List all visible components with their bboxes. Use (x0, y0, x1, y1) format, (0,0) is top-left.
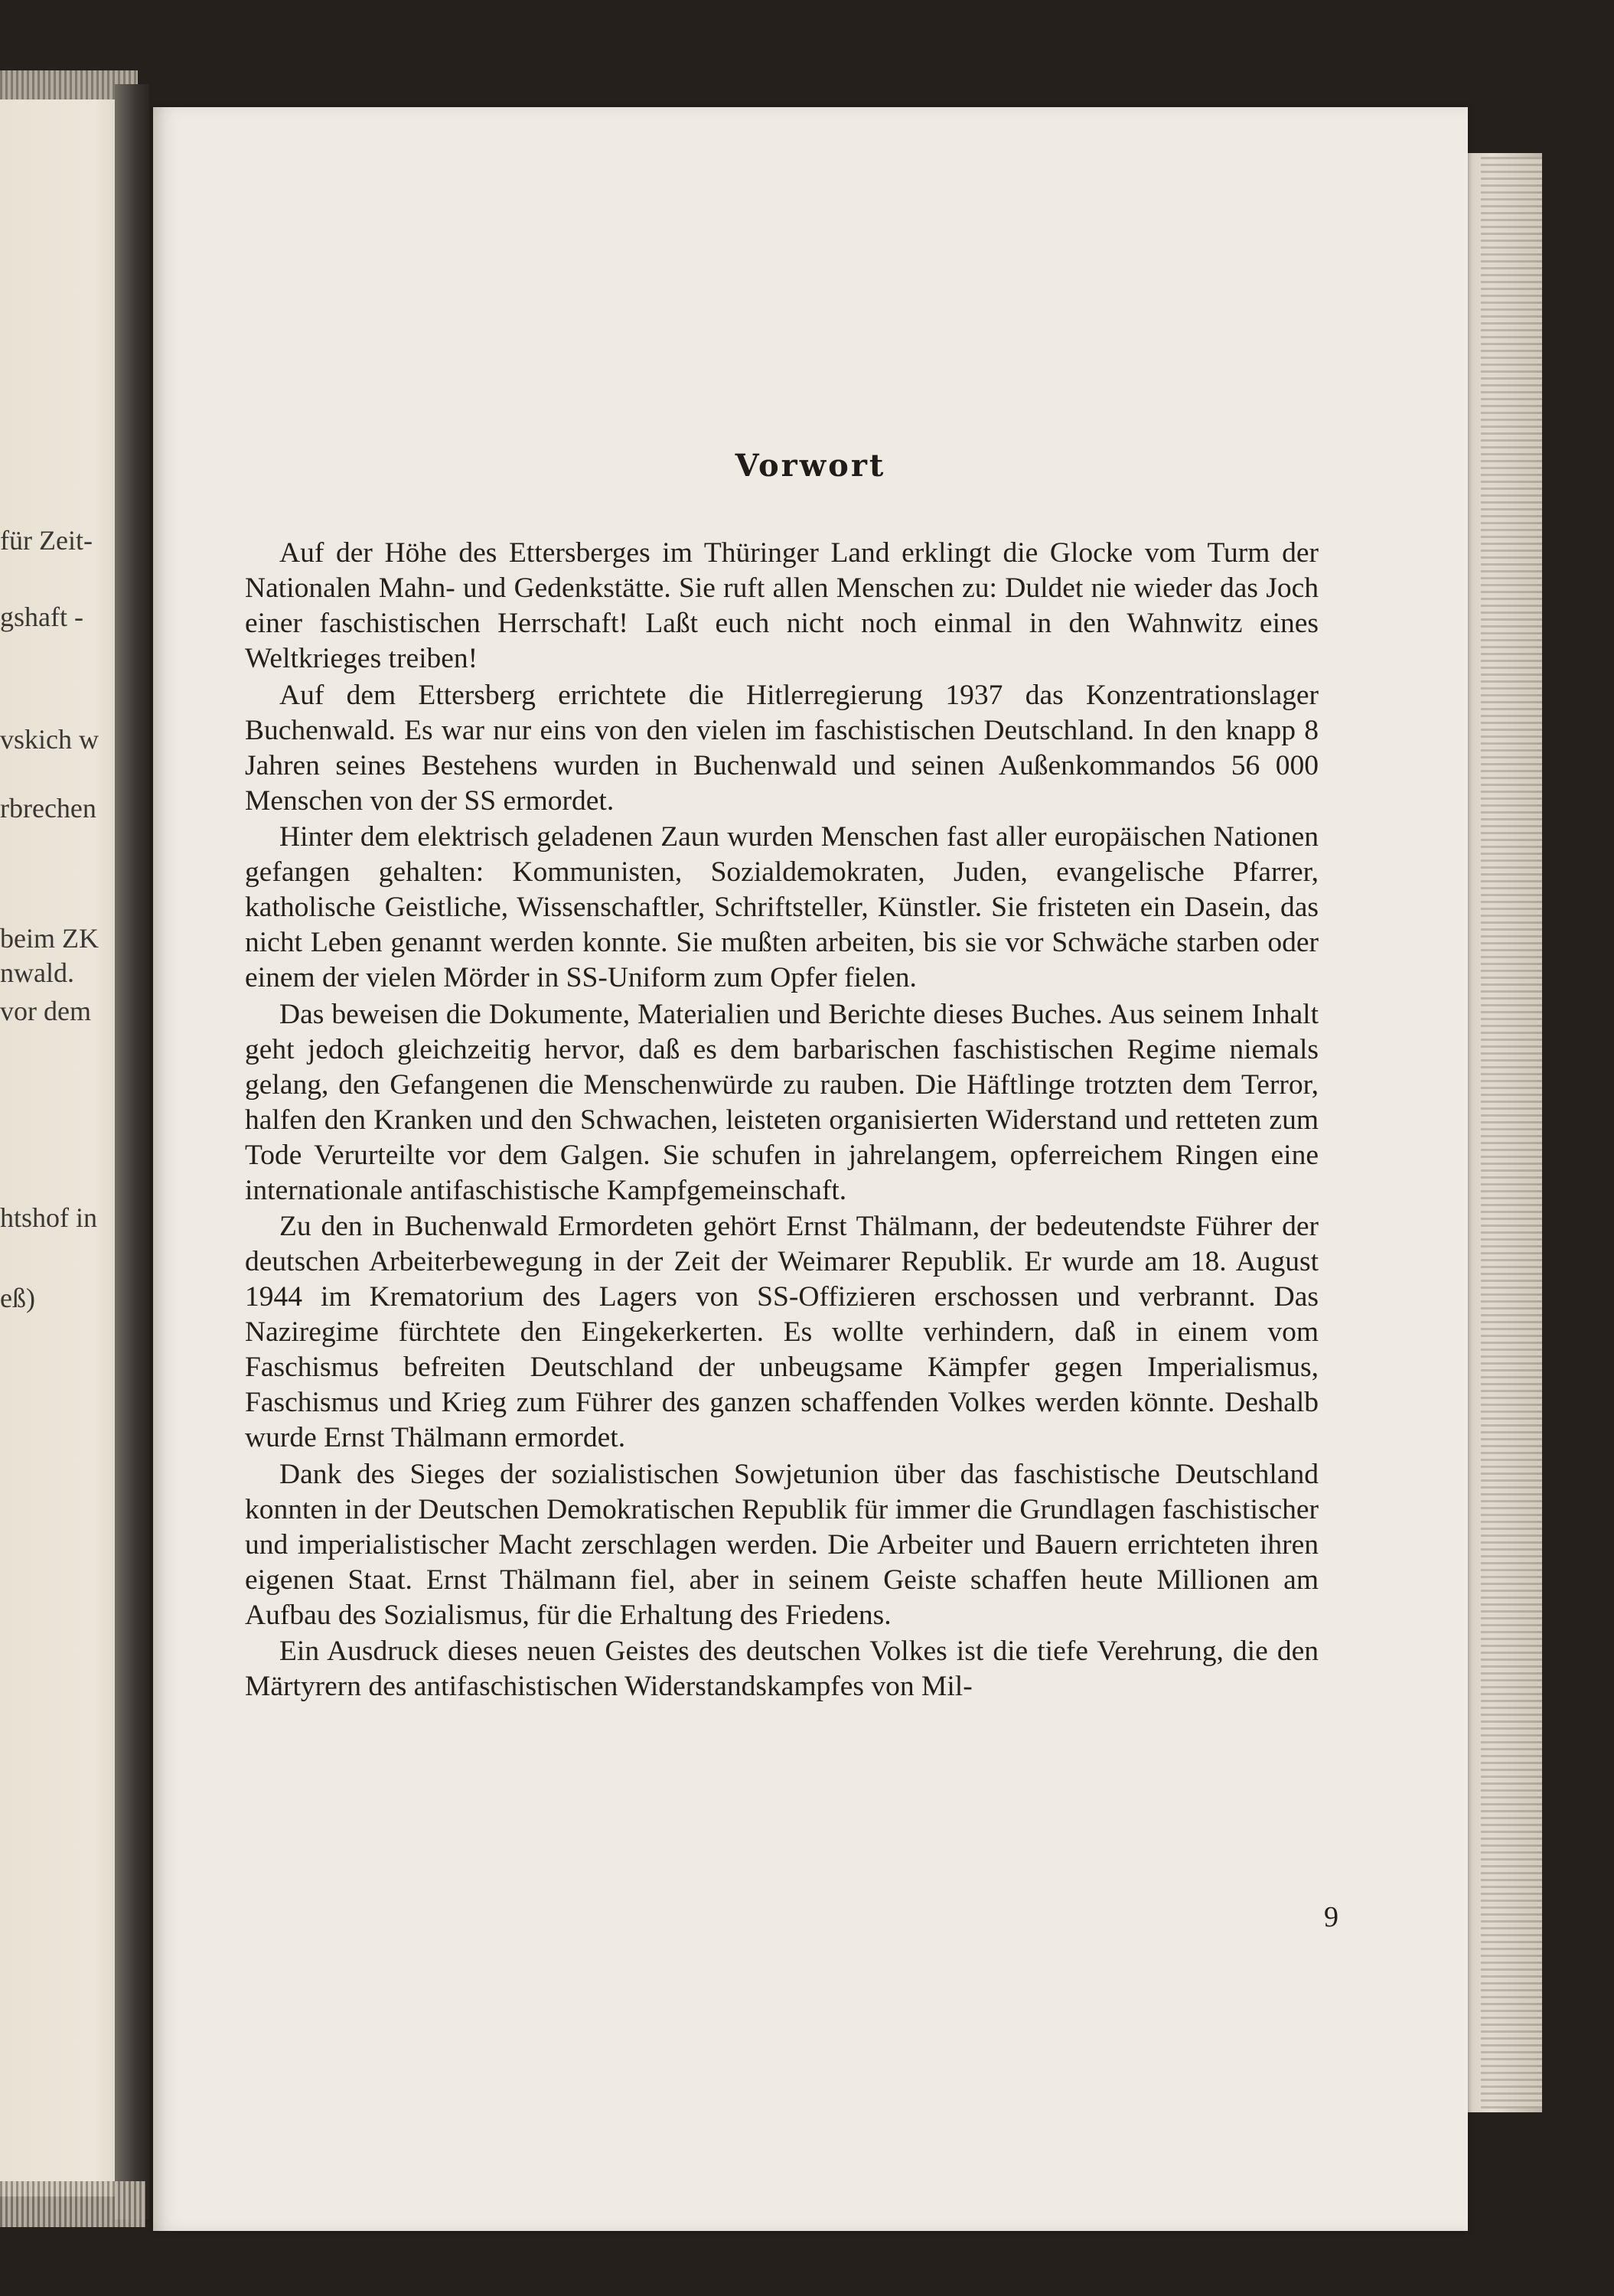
paragraph: Auf der Höhe des Ettersberges im Thüringer Land erklingt die Glocke vom Turm der Nationalen Mahn- und Gedenkstätte. Sie ruft allen Menschen zu: Duldet nie wieder das Joch einer faschistischen Herrschaft! Laßt euch nicht noch einmal in den Wahnwitz eines Weltkrieges treiben! (245, 537, 1319, 674)
page-title: Vorwort (735, 448, 886, 484)
page-number: 9 (1324, 1901, 1338, 1933)
document-page (153, 107, 1468, 2231)
paragraph: Dank des Sieges der sozialistischen Sowjetunion über das faschistische Deutschland konnten in der Deutschen Demokratischen Republik für immer die Grundlagen faschistischer und imperialistischer Macht zerschlagen werden. Die Arbeiter und Bauern errichteten ihren eigenen Staat. Ernst Thälmann fiel, aber in seinem Geiste schaffen heute Millionen am Aufbau des Sozialismus, für die Erhaltung des Friedens. (245, 1458, 1319, 1631)
page-block-stripes (1481, 157, 1542, 2108)
left-page-fragment: eß) (0, 1283, 35, 1313)
left-page-edge-bottom (0, 2181, 145, 2227)
paragraph: Hinter dem elektrisch geladenen Zaun wurden Menschen fast aller europäischen Nationen gefangen gehalten: Kommunisten, Sozialdemokraten, Juden, evangelische Pfarrer, katholische Geistliche, Wissenschaftler, Schriftsteller, Künstler. Sie fristeten ein Dasein, das nicht Leben genannt werden konnte. Sie mußten arbeiten, bis sie vor Schwäche starben oder einem der vielen Mörder in SS-Uniform zum Opfer fielen. (245, 821, 1319, 993)
paragraph: Ein Ausdruck dieses neuen Geistes des deutschen Volkes ist die tiefe Verehrung, die den Märtyrern des antifaschistischen Widerstandskampfes von Mil- (245, 1636, 1319, 1702)
left-page-fragment: nwald. (0, 957, 74, 988)
paragraph: Zu den in Buchenwald Ermordeten gehört Ernst Thälmann, der bedeutendste Führer der deutschen Arbeiterbewegung in der Zeit der Weimarer Republik. Er wurde am 18. August 1944 im Krematorium des Lagers von SS-Offizieren erschossen und verbrannt. Das Naziregime fürchtete den Eingekerkerten. Es wollte verhindern, daß in einem vom Faschismus befreiten Deutschland der unbeugsame Kämpfer gegen Imperialismus, Faschismus und Krieg zum Führer des ganzen schaffenden Volkes werden könnte. Deshalb wurde Ernst Thälmann ermordet. (245, 1211, 1319, 1453)
paragraph: Das beweisen die Dokumente, Materialien und Berichte dieses Buches. Aus seinem Inhalt geht jedoch gleichzeitig hervor, daß es dem barbarischen faschistischen Regime niemals gelang, den Gefangenen die Menschenwürde zu rauben. Die Häftlinge trotzten dem Terror, halfen den Kranken und den Schwachen, leisteten organisierten Widerstand und retteten zum Tode Verurteilte vor dem Galgen. Sie schufen in jahrelangem, opferreichem Ringen eine internationale antifaschistische Kampfgemeinschaft. (245, 998, 1319, 1206)
left-page-fragment: für Zeit- (0, 525, 93, 556)
book-gutter (115, 84, 149, 2219)
left-page-fragment: beim ZK (0, 923, 99, 954)
paragraph: Auf dem Ettersberg errichtete die Hitlerregierung 1937 das Konzentrationslager Buchenwald. Es war nur eins von den vielen im faschistischen Deutschland. In den knapp 8 Jahren seines Bestehens wurden in Buchenwald und seinen Außenkommandos 56 000 Menschen von der SS ermordet. (245, 679, 1319, 817)
left-page-fragment: gshaft - (0, 602, 83, 632)
left-page-fragment: vskich w (0, 724, 99, 755)
left-page-fragment: rbrechen (0, 793, 96, 823)
body-text (245, 536, 1319, 1706)
left-page-fragment: htshof in (0, 1202, 98, 1233)
left-page-fragment: vor dem (0, 996, 91, 1026)
